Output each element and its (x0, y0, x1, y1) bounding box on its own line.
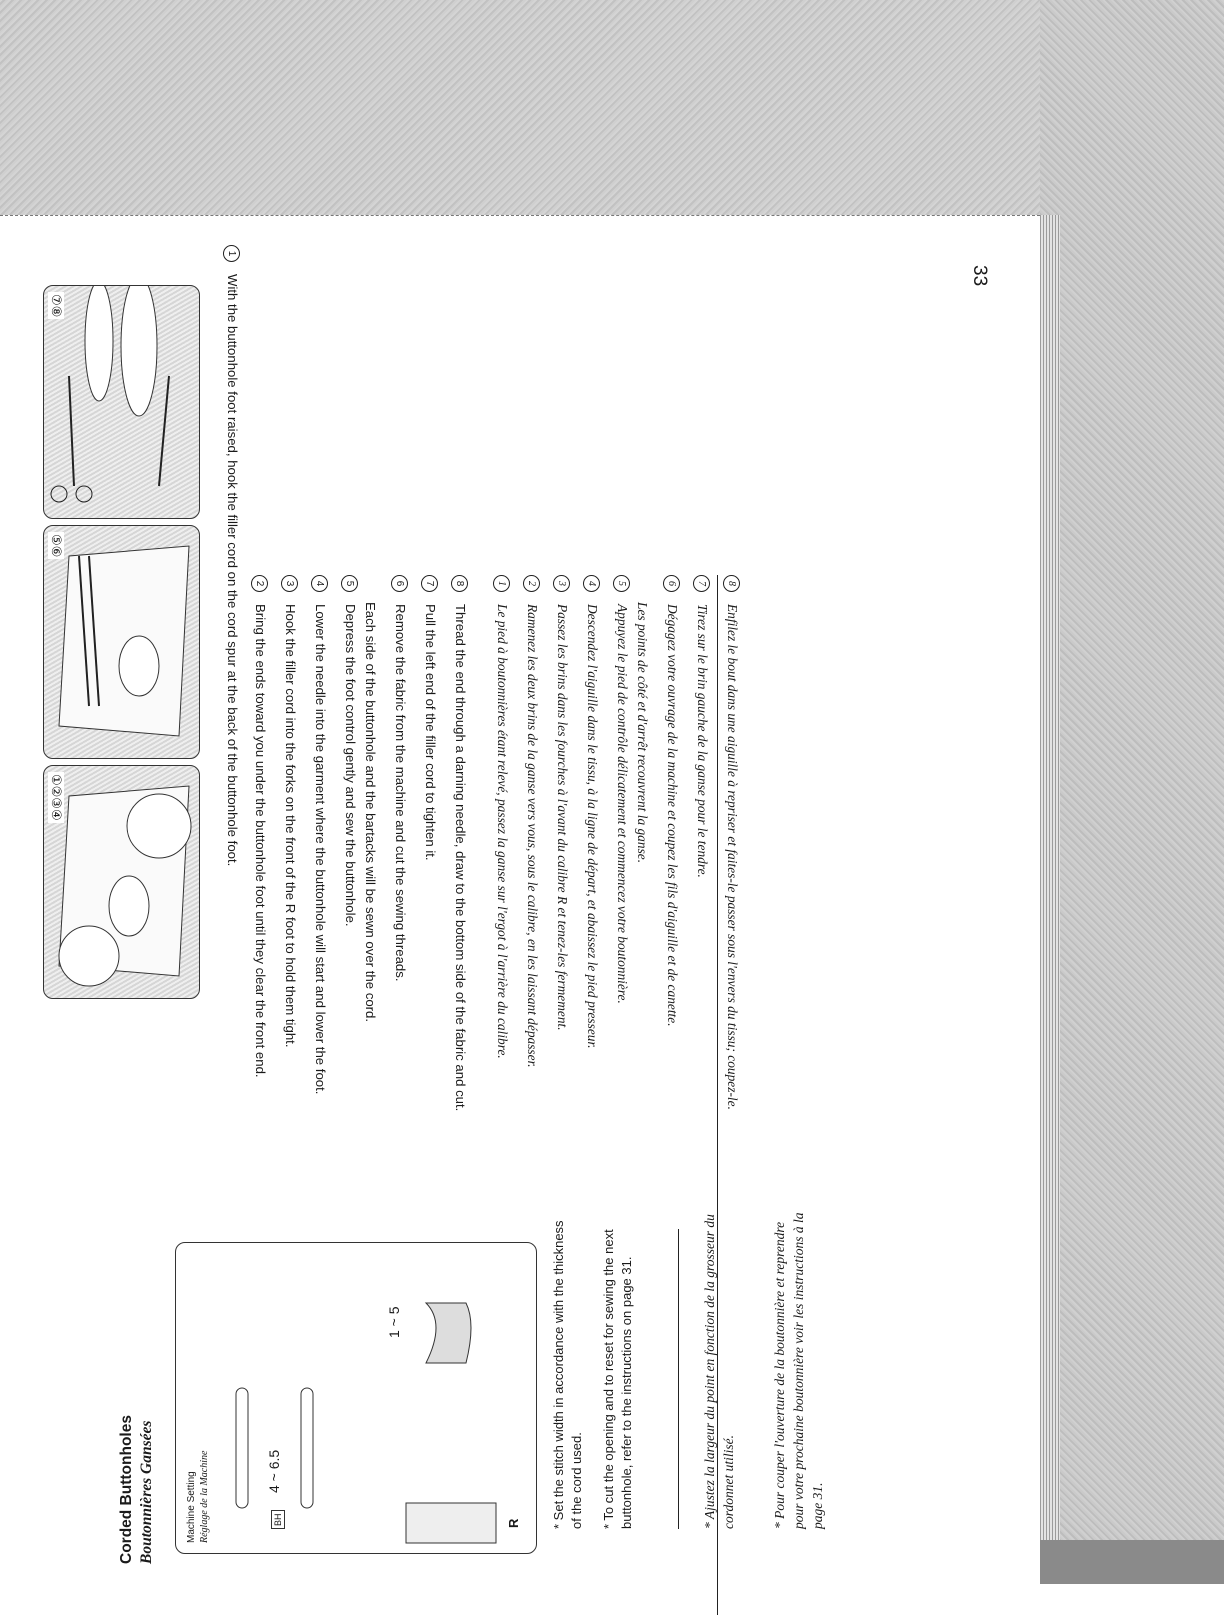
left-column (0, 1154, 1040, 1584)
figure-steps-1-4 (43, 765, 200, 999)
list-item: 1 Le pied à boutonnières étant relevé, passez la ganse sur l'ergot à l'arrière du calibre. (493, 575, 510, 1059)
list-item: 4 Descendez l'aiguille dans le tissu, à la ligne de départ, et abaissez le pied presseur. (583, 575, 600, 1049)
list-item: 6 Dégagez votre ouvrage de la machine et coupez les fils d'aiguille et de canette. (663, 575, 680, 1027)
page-title: Corded Buttonholes (118, 1415, 135, 1564)
list-item: 2 Ramenez les deux brins de la ganse vers vous, sous le calibre, en les laissant dépasser. (523, 575, 540, 1068)
figure-label: ⑤⑥ (49, 534, 64, 558)
section-divider (678, 1229, 679, 1529)
machine-setting-label: Machine Setting (186, 1471, 197, 1543)
stitch-length-value: 1 ~ 5 (386, 1306, 402, 1338)
scissors-cord-illustration (44, 286, 199, 518)
list-item: 5 Appuyez le pied de contrôle délicatement et commencez votre boutonnière. (613, 575, 630, 1004)
list-item-continued: Les points de côté et d'arrêt recouvrent la ganse. (635, 602, 650, 864)
note-en-1: * Set the stitch width in accordance with the thickness of the cord used. (551, 1220, 584, 1529)
foot-label: R (506, 1518, 521, 1528)
page-number: 33 (969, 265, 990, 287)
page-stack-edge (1040, 215, 1060, 1584)
dial-icons (176, 1243, 536, 1553)
note-fr-1: * Ajustez la largeur du point en fonction de la grosseur du cordonnet utilisé. (702, 1214, 736, 1529)
page-subtitle: Boutonnières Gansées (138, 1420, 155, 1564)
figure-steps-5-6 (43, 525, 200, 759)
list-item: 4 Lower the needle into the garment where the buttonhole will start and lower the foot. (311, 575, 328, 1094)
list-item-continued: Each side of the buttonhole and the bartacks will be sewn over the cord. (363, 602, 378, 1023)
list-item: 3 Passez les brins dans les fourches à l'avant du calibre R et tenez-les fermement. (553, 575, 570, 1031)
list-item: 1 With the buttonhole foot raised, hook the filler cord on the cord spur at the back of the buttonhole foot. (223, 245, 240, 866)
buttonhole-foot-illustration (44, 766, 199, 998)
list-item: 8 Thread the end through a darning needle, draw to the bottom side of the fabric and cut. (451, 575, 468, 1111)
list-item: 5 Depress the foot control gently and sew the buttonhole. (341, 575, 358, 927)
sewing-foot-illustration (44, 526, 199, 758)
stitch-width-value: 4 ~ 6.5 (266, 1449, 282, 1493)
list-item: 8 Enfilez le bout dans une aiguille à repriser et faites-le passer sous l'envers du tissu; coupez-le. (723, 575, 740, 1110)
list-item: 7 Pull the left end of the filler cord to tighten it. (421, 575, 438, 861)
figure-label: ⑦⑧ (49, 294, 64, 318)
list-item: 2 Bring the ends toward you under the buttonhole foot until they clear the front end. (251, 575, 268, 1078)
scan-corner (1040, 1540, 1224, 1584)
pattern-label: BH (271, 1510, 285, 1529)
note-fr-2: * Pour couper l'ouverture de la boutonnière et reprendre pour votre prochaine boutonnière voir les instructions à la page 31. (772, 1212, 825, 1529)
figure-steps-7-8 (43, 285, 200, 519)
scan-background-right (1040, 0, 1224, 1584)
list-item: 7 Tirez sur le brin gauche de la ganse pour le tendre. (693, 575, 710, 878)
note-en-2: * To cut the opening and to reset for sewing the next buttonhole, refer to the instructions on page 31. (601, 1229, 634, 1529)
machine-setting-label-fr: Réglage de la Machine (199, 1450, 210, 1543)
list-item: 3 Hook the filler cord into the forks on the front of the R foot to hold them tight. (281, 575, 298, 1048)
machine-setting-box (175, 1242, 537, 1554)
list-item: 6 Remove the fabric from the machine and cut the sewing threads. (391, 575, 408, 982)
figure-label: ①②③④ (49, 774, 64, 821)
